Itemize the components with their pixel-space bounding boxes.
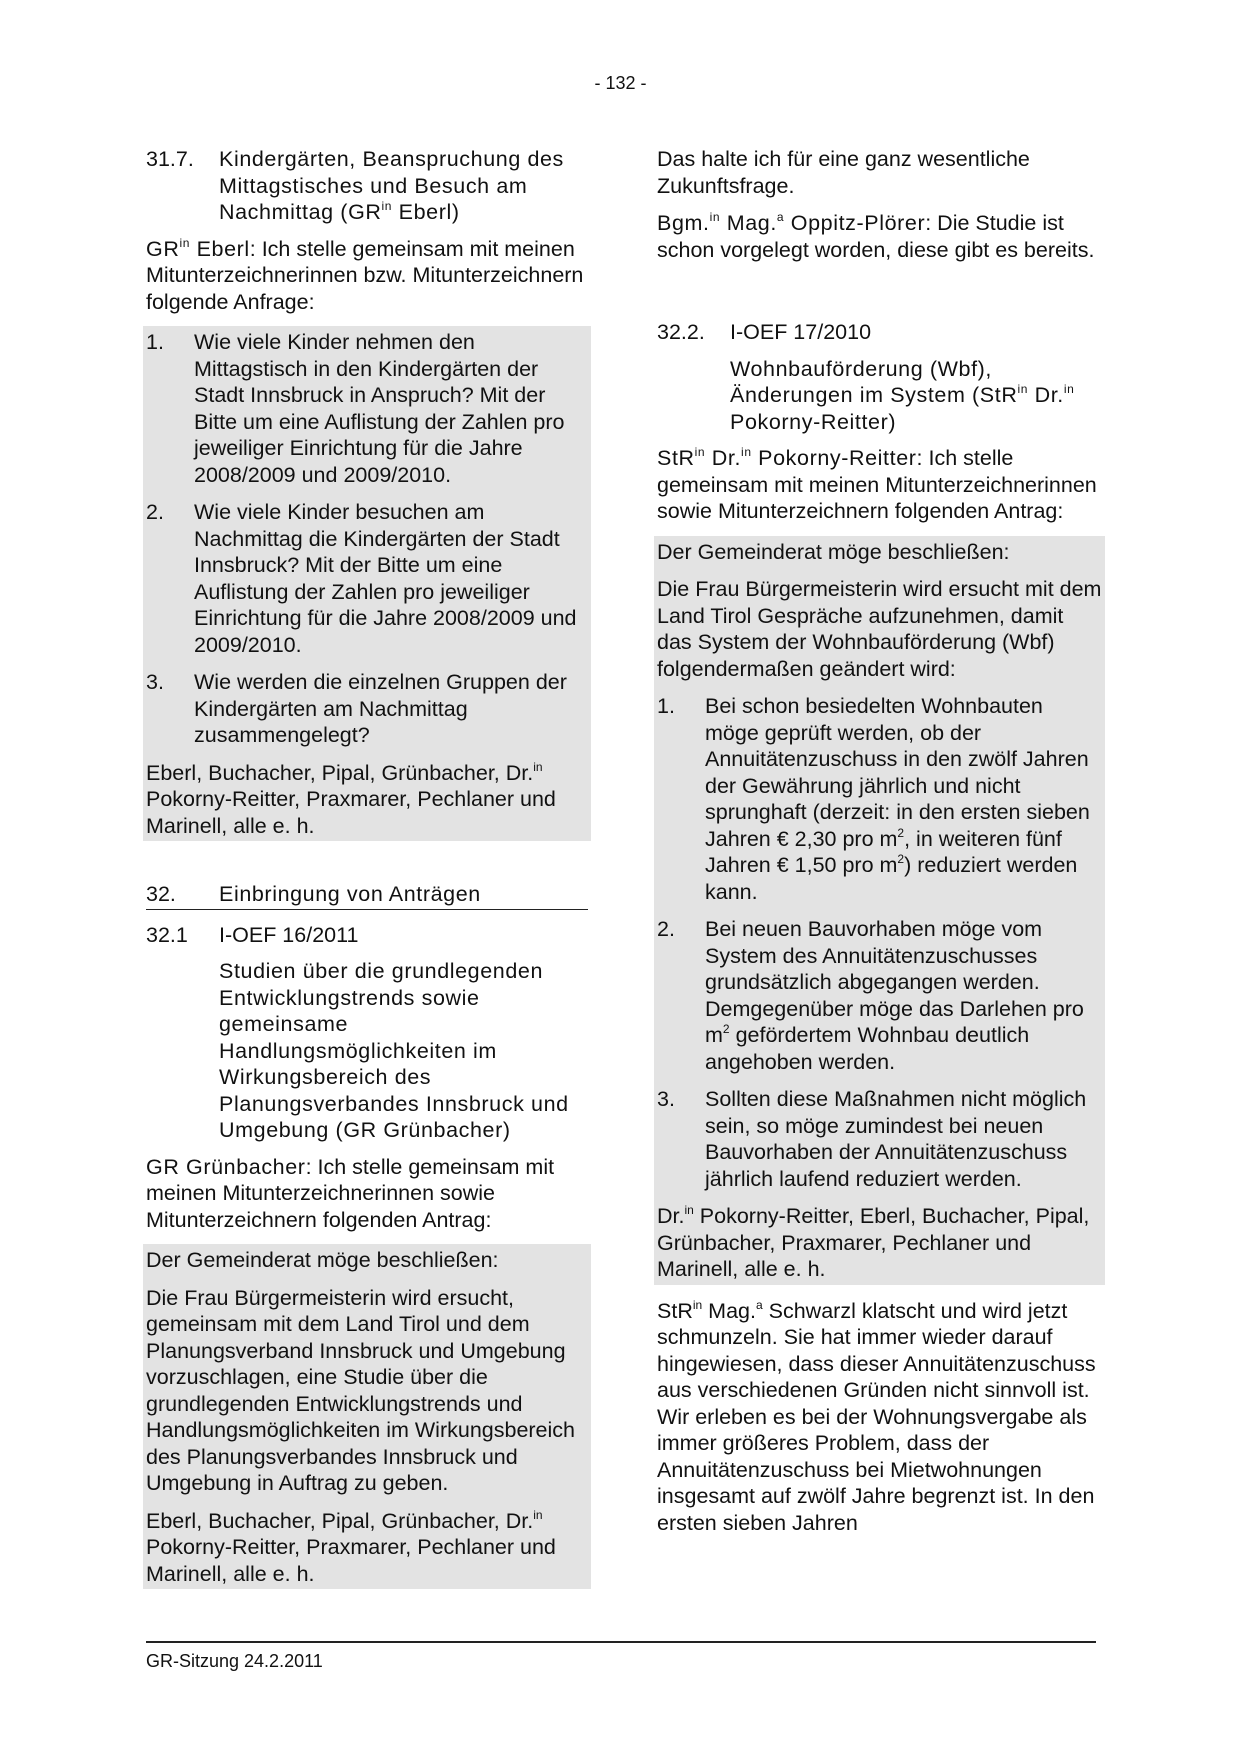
section-32-1-title: Studien über die grundlegenden Entwicklungstrends sowie gemeinsame Handlungsmöglichkeiten im Wirkungsbereich des Planungsverbandes Innsbruck und Umgebung (GR Grünbacher) bbox=[219, 959, 569, 1142]
motion-text: Die Frau Bürgermeisterin wird ersucht mit dem Land Tirol Gespräche aufzunehmen, damit das System der Wohnbauförderung (Wbf) folgendermaßen geändert wird: bbox=[657, 577, 1102, 681]
paragraph: Das halte ich für eine ganz wesentliche Zukunftsfrage. bbox=[657, 147, 1030, 198]
speaker-paragraph: $GR^{in}$ Eberl: Ich stelle gemeinsam mit meinen Mitunterzeichnerinnen bzw. Mitunterzeichnern folgende Anfrage: bbox=[146, 235, 584, 314]
section-number: 31.7. bbox=[146, 147, 194, 171]
section-title: Kindergärten, Beanspruchung des Mittagstisches und Besuch am Nachmittag ($GR^{in}$ Eberl) bbox=[219, 147, 564, 224]
list-item: 2. Bei neuen Bauvorhaben möge vom System des Annuitätenzuschusses grundsätzlich abgegangen werden. Demgegenüber möge das Darlehen pro $m^2$ gefördertem Wohnbau deutlich angehoben werden. bbox=[657, 917, 1084, 1074]
section-32-1-heading: 32.1 I-OEF 16/2011 bbox=[146, 922, 359, 947]
section-32-2-title: Wohnbauförderung (Wbf), Änderungen im System (StR$^{in}$ Dr.$^{in}$ Pokorny-Reitter) bbox=[730, 356, 1075, 434]
section-31-7-heading bbox=[146, 146, 588, 226]
list-item: 3. Wie werden die einzelnen Gruppen der Kindergärten am Nachmittag zusammengelegt? bbox=[146, 670, 567, 747]
list-item: 2. Wie viele Kinder besuchen am Nachmittag die Kindergärten der Stadt Innsbruck? Mit der Bitte um eine Auflistung der Zahlen pro jeweiliger Einrichtung für die Jahre 2008/2009 und 2009/2010. bbox=[146, 500, 577, 657]
section-32-2-heading: 32.2. I-OEF 17/2010 bbox=[657, 320, 872, 344]
speaker-paragraph: Bgm.$^{in}$ Mag.$^a$ Oppitz-Plörer: Die Studie ist schon vorgelegt worden, diese gibt es bereits. bbox=[657, 210, 1095, 262]
list-item: 3. Sollten diese Maßnahmen nicht möglich sein, so möge zumindest bei neuen Bauvorhaben der Annuitätenzuschuss jährlich laufend reduziert werden. bbox=[657, 1087, 1087, 1191]
signers: Eberl, Buchacher, Pipal, Grünbacher, Dr.$^{in}$ Pokorny-Reitter, Praxmarer, Pechlaner und Marinell, alle e. h. bbox=[146, 1507, 556, 1586]
list-item: 1. Bei schon besiedelten Wohnbauten möge geprüft werden, ob der Annuitätenzuschuss in den zwölf Jahren der Gewährung jährlich und nicht sprunghaft (derzeit: in den ersten sieben Jahren € 2,30 pro $m^2$, in weiteren fünf Jahren € 1,50 pro $m^2$) reduziert werden kann. bbox=[657, 694, 1090, 904]
footer-text: GR-Sitzung 24.2.2011 bbox=[146, 1651, 323, 1671]
signers: Eberl, Buchacher, Pipal, Grünbacher, Dr.$^{in}$ Pokorny-Reitter, Praxmarer, Pechlaner und Marinell, alle e. h. bbox=[146, 759, 556, 838]
speaker-paragraph: GR Grünbacher: Ich stelle gemeinsam mit meinen Mitunterzeichnerinnen sowie Mitunterzeichnern folgenden Antrag: bbox=[146, 1154, 555, 1232]
speaker-name: GR Grünbacher bbox=[146, 1154, 306, 1179]
closing-paragraph: StR$^{in}$ Mag.$^a$ Schwarzl klatscht und wird jetzt schmunzeln. Sie hat immer wieder darauf hingewiesen, dass dieser Annuitätenzuschuss aus verschiedenen Gründen nicht sinnvoll ist. Wir erleben es bei der Wohnungsvergabe als immer größeres Problem, dass der Annuitätenzuschuss bei Mietwohnungen insgesamt auf zwölf Jahre begrenzt ist. In den ersten sieben Jahren bbox=[657, 1297, 1096, 1535]
speaker-paragraph: StR$^{in}$ Dr.$^{in}$ Pokorny-Reitter: Ich stelle gemeinsam mit meinen Mitunterzeichnerinnen sowie Mitunterzeichnern folgenden Antrag: bbox=[657, 445, 1097, 523]
motion-heading: Der Gemeinderat möge beschließen: bbox=[146, 1248, 499, 1272]
motion-box bbox=[143, 1244, 591, 1589]
inquiry-box bbox=[143, 326, 591, 841]
list-item: 1. Wie viele Kinder nehmen den Mittagstisch in den Kindergärten der Stadt Innsbruck in Anspruch? Mit der Bitte um eine Auflistung der Zahlen pro jeweiliger Einrichtung für die Jahre 2008/2009 und 2009/2010. bbox=[146, 330, 565, 487]
right-column bbox=[657, 146, 1102, 1547]
speaker-name: Bgm.$^{in}$ Mag.$^a$ Oppitz-Plörer bbox=[657, 210, 926, 235]
signers: Dr.$^{in}$ Pokorny-Reitter, Eberl, Buchacher, Pipal, Grünbacher, Praxmarer, Pechlaner und Marinell, alle e. h. bbox=[657, 1203, 1090, 1281]
footer-rule bbox=[146, 1641, 1096, 1643]
page-number: - 132 - bbox=[594, 73, 647, 93]
section-32-heading: 32. Einbringung von Anträgen bbox=[146, 881, 588, 910]
left-column bbox=[146, 146, 588, 1589]
motion-heading: Der Gemeinderat möge beschließen: bbox=[657, 539, 1010, 564]
speaker-name: StR$^{in}$ Dr.$^{in}$ Pokorny-Reitter bbox=[657, 445, 917, 470]
speaker-name: $GR^{in}$ Eberl bbox=[146, 235, 250, 261]
motion-text: Die Frau Bürgermeisterin wird ersucht, gemeinsam mit dem Land Tirol und dem Planungsverband Innsbruck und Umgebung vorzuschlagen, eine Studie über die grundlegenden Entwicklungstrends und Handlungsmöglichkeiten im Wirkungsbereich des Planungsverbandes Innsbruck und Umgebung in Auftrag zu geben. bbox=[146, 1285, 576, 1495]
motion-box bbox=[654, 536, 1105, 1285]
